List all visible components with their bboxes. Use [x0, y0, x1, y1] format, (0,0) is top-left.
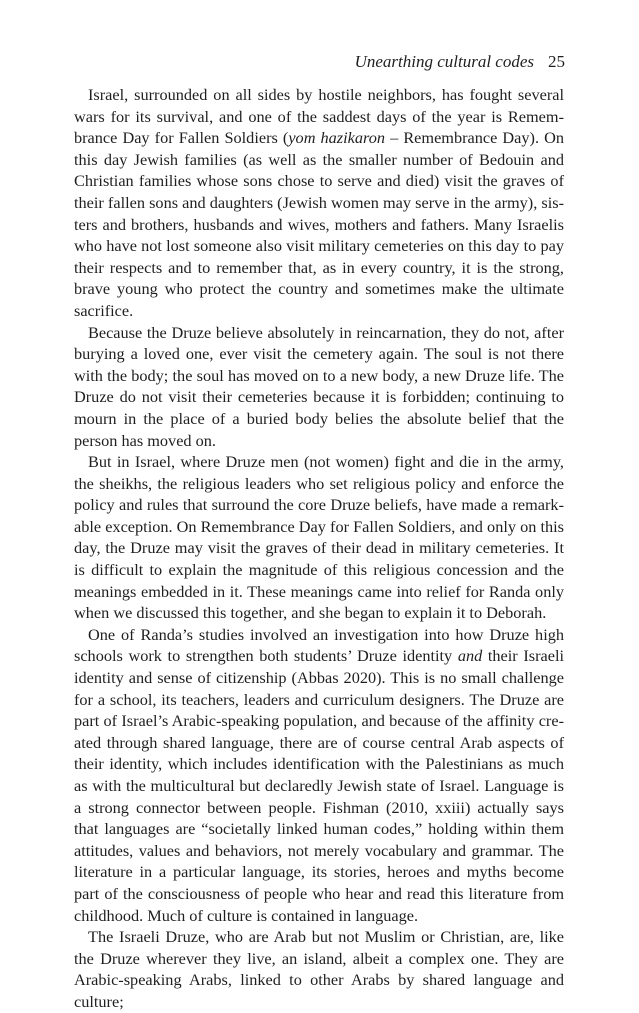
body-text	[74, 84, 564, 1013]
paragraph-exception	[74, 451, 564, 624]
paragraph-reincarnation	[74, 322, 564, 452]
italic-term: yom hazikaron	[288, 128, 386, 148]
paragraph-text: But in Israel, where Druze men (not women) fight and die in the army, the sheikhs, the religious leaders who set religious policy and enforce the policy and rules that surround the core Druze beliefs, have made a remarkable exception. On Remembrance Day for Fallen Soldiers, and only on this day, the Druze may visit the graves of their dead in military cemeteries. It is difficult to explain the magnitude of this religious concession and the meanings embedded in it. These meanings came into relief for Randa only when we discussed this together, and she began to explain it to Deborah.	[74, 452, 564, 623]
paragraph-text: Israel, surrounded on all sides by hostile neighbors, has fought several wars for its survival, and one of the saddest days of the year is Remembrance Day for Fallen Soldiers (	[74, 85, 564, 148]
running-title: Unearthing cultural codes	[354, 52, 534, 71]
paragraph-text: their Israeli identity and sense of citizenship (Abbas 2020). This is no small challenge for a school, its teachers, leaders and curriculum designers. The Druze are part of Israel’s Arabic-speaking population, and because of the affinity created through shared language, there are of course central Arab aspects of their identity, which includes identification with the Palestinians as much as with the multicultural but declaredly Jewish state of Israel. Language is a strong connector between people. Fishman (2010, xxiii) actually says that languages are “societally linked human codes,” holding within them attitudes, values and behaviors, not merely vocabulary and grammar. The literature in a particular language, its stories, heroes and myths become part of the consciousness of people who hear and read this literature from childhood. Much of culture is contained in language.	[74, 646, 564, 925]
paragraph-text: One of Randa’s studies involved an investigation into how Druze high schools work to strengthen both students’ Druze identity	[74, 624, 564, 666]
paragraph-text: The Israeli Druze, who are Arab but not Muslim or Christian, are, like the Druze wherever they live, an island, albeit a complex one. They are Arabic-speaking Arabs, linked to other Arabs by shared language and culture;	[74, 927, 564, 1011]
paragraph-identity-study	[74, 624, 564, 926]
paragraph-text: – Remembrance Day). On this day Jewish families (as well as the smaller number of Bedouin and Christian families whose sons chose to serve and died) visit the graves of their fallen sons and daughters (Jewish women may serve in the army), sisters and brothers, husbands and wives, mothers and fathers. Many Israelis who have not lost someone also visit military cemeteries on this day to pay their respects and to remember that, as in every country, it is the strong, brave young who protect the country and sometimes make the ultimate sacrifice.	[74, 128, 565, 320]
italic-emphasis: and	[457, 646, 483, 666]
running-header	[355, 52, 565, 72]
page-number: 25	[548, 52, 565, 71]
paragraph-text: Because the Druze believe absolutely in reincarnation, they do not, after burying a loved one, ever visit the cemetery again. The soul is not there with the body; the soul has moved on to a new body, a new Druze life. The Druze do not visit their cemeteries because it is forbidden; continuing to mourn in the place of a buried body belies the absolute belief that the person has moved on.	[74, 322, 564, 450]
paragraph-remembrance-day	[74, 84, 564, 322]
